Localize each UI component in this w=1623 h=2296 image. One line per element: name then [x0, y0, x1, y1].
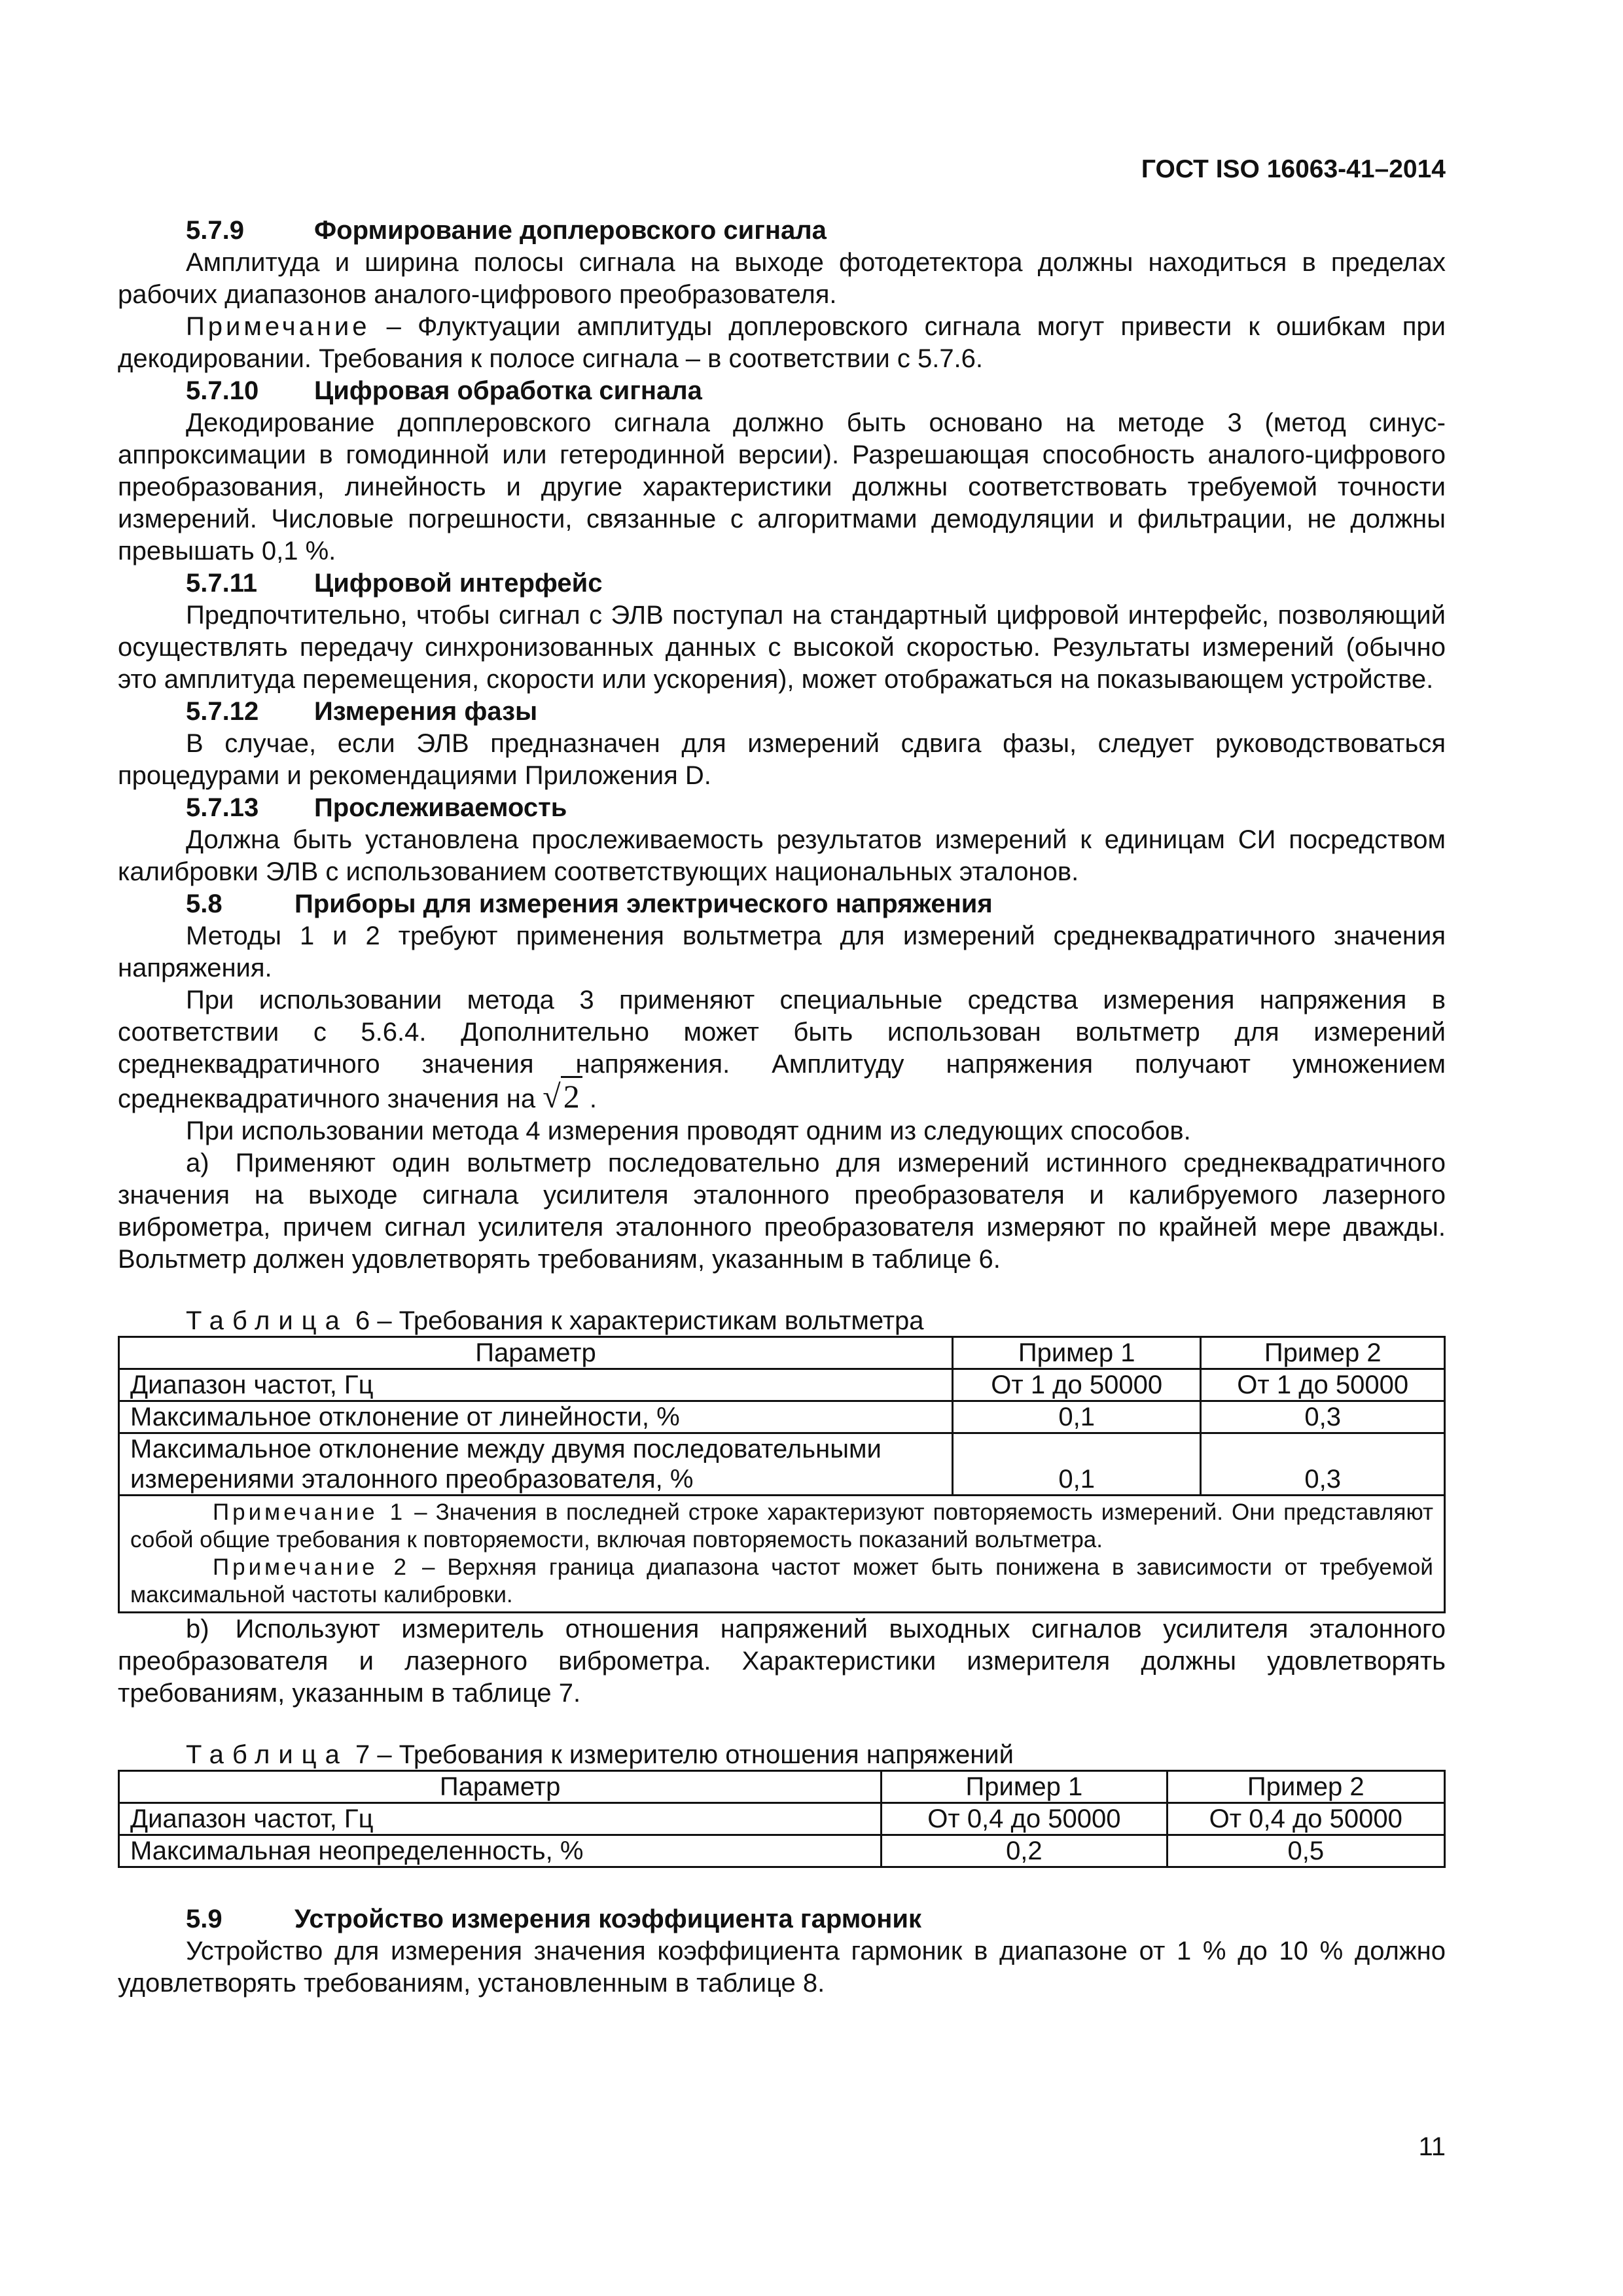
note-label: Примечание 2	[213, 1554, 410, 1580]
paragraph: При использовании метода 4 измерения проводят одним из следующих способов.	[186, 1117, 1191, 1145]
note-text: – Значения в последней строке характеризуют повторяемость измерений. Они представляют собой общие требования к повторяемости, включая повторяемость показаний вольтметра.	[130, 1499, 1433, 1552]
table-notes-row	[119, 1496, 1445, 1613]
table-cell: Диапазон частот, Гц	[119, 1369, 953, 1401]
table-cell: От 1 до 50000	[1201, 1369, 1445, 1401]
paragraph: Устройство для измерения значения коэффициента гармоник в диапазоне от 1 % до 10 % должно удовлетворять требованиям, установленным в таблице 8.	[118, 1937, 1446, 1998]
table-cell: От 1 до 50000	[952, 1369, 1201, 1401]
table-title: – Требования к измерителю отношения напряжений	[370, 1740, 1014, 1769]
table-header-row	[119, 1771, 1445, 1803]
table-title: – Требования к характеристикам вольтметра	[370, 1306, 924, 1335]
paragraph-text: При использовании метода 3 применяют специальные средства измерения напряжения в соответствии с 5.6.4. Дополнительно может быть использован вольтметр для измерений среднеквадратичного значения напряжения. Амплитуду напряжения получают умножением среднеквадратичного значения на	[118, 986, 1446, 1113]
section-heading-5-7-11	[118, 567, 1446, 600]
table-note-2	[130, 1554, 1433, 1609]
table-cell: 0,1	[952, 1401, 1201, 1433]
table-cell: 0,3	[1201, 1433, 1445, 1496]
section-heading-5-7-13	[118, 792, 1446, 824]
column-header: Пример 2	[1201, 1337, 1445, 1369]
table-cell: Диапазон частот, Гц	[119, 1803, 882, 1835]
table-row	[119, 1369, 1445, 1401]
sqrt-radicand: 2	[561, 1076, 582, 1115]
table-cell: Максимальное отклонение между двумя последовательными измерениями эталонного преобразователя, %	[119, 1433, 953, 1496]
table-6	[118, 1336, 1446, 1613]
paragraph: Методы 1 и 2 требуют применения вольтметра для измерений среднеквадратичного значения напряжения.	[118, 922, 1446, 982]
paragraph-sqrt	[118, 984, 1446, 1115]
sqrt-symbol: √	[543, 1078, 561, 1115]
table-note-1	[130, 1499, 1433, 1554]
table-label: Таблица	[186, 1740, 348, 1769]
paragraph: Должна быть установлена прослеживаемость результатов измерений к единицам СИ посредством калибровки ЭЛВ с использованием соответствующих национальных эталонов.	[118, 825, 1446, 886]
note-label: Примечание 1	[213, 1499, 406, 1525]
column-header: Параметр	[119, 1337, 953, 1369]
document-body	[118, 215, 1446, 2000]
paragraph: Предпочтительно, чтобы сигнал с ЭЛВ поступал на стандартный цифровой интерфейс, позволяющий осуществлять передачу синхронизованных данных с высокой скоростью. Результаты измерений (обычно это амплитуда перемещения, скорости или ускорения), может отображаться на показывающем устройстве.	[118, 601, 1446, 694]
table-number: 6	[348, 1306, 370, 1335]
document-header-id: ГОСТ ISO 16063-41–2014	[1141, 155, 1446, 183]
note-label: Примечание	[186, 312, 370, 341]
section-title: Цифровая обработка сигнала	[314, 376, 702, 405]
spacer	[118, 1868, 1446, 1903]
section-number: 5.9	[186, 1905, 223, 1933]
paragraph: Декодирование допплеровского сигнала должно быть основано на методе 3 (метод синус-аппроксимации в гомодинной или гетеродинной версии). Разрешающая способность аналого-цифрового преобразования, линейность и другие характеристики должны соответствовать требуемой точности измерений. Числовые погрешности, связанные с алгоритмами демодуляции и фильтрации, не должны превышать 0,1 %.	[118, 408, 1446, 565]
section-heading-5-8	[118, 888, 1446, 920]
table-notes-cell	[119, 1496, 1445, 1613]
table-cell: 0,3	[1201, 1401, 1445, 1433]
column-header: Параметр	[119, 1771, 882, 1803]
table-7-caption	[186, 1740, 1446, 1770]
table-cell: 0,2	[882, 1835, 1167, 1867]
section-number: 5.7.10	[186, 376, 259, 405]
section-number: 5.7.11	[186, 569, 258, 598]
column-header: Пример 1	[952, 1337, 1201, 1369]
table-row	[119, 1803, 1445, 1835]
table-row	[119, 1433, 1445, 1496]
table-cell: От 0,4 до 50000	[882, 1803, 1167, 1835]
table-7	[118, 1770, 1446, 1868]
table-row	[119, 1401, 1445, 1433]
section-number: 5.7.13	[186, 793, 259, 822]
section-number: 5.8	[186, 889, 223, 918]
note-text: – Верхняя граница диапазона частот может быть понижена в зависимости от требуемой максимальной частоты калибровки.	[130, 1554, 1433, 1607]
section-heading-5-7-10	[118, 375, 1446, 407]
section-number: 5.7.9	[186, 216, 244, 245]
table-label: Таблица	[186, 1306, 348, 1335]
section-title: Прослеживаемость	[314, 793, 567, 822]
section-title: Формирование доплеровского сигнала	[314, 216, 827, 245]
list-item-a: a) Применяют один вольтметр последовательно для измерений истинного среднеквадратичного значения на выходе сигнала усилителя эталонного преобразователя и калибруемого лазерного виброметра, причем сигнал усилителя эталонного преобразователя измеряют по крайней мере дважды. Вольтметр должен удовлетворять требованиям, указанным в таблице 6.	[118, 1149, 1446, 1274]
table-cell: Максимальная неопределенность, %	[119, 1835, 882, 1867]
note-text: – Флуктуации амплитуды доплеровского сигнала могут привести к ошибкам при декодировании. Требования к полосе сигнала – в соответствии с 5.7.6.	[118, 312, 1446, 373]
paragraph-end: .	[582, 1085, 597, 1113]
table-cell: От 0,4 до 50000	[1167, 1803, 1444, 1835]
paragraph: Амплитуда и ширина полосы сигнала на выходе фотодетектора должны находиться в пределах рабочих диапазонов аналого-цифрового преобразователя.	[118, 248, 1446, 309]
table-cell: 0,1	[952, 1433, 1201, 1496]
table-number: 7	[348, 1740, 370, 1769]
list-item-b: b) Используют измеритель отношения напряжений выходных сигналов усилителя эталонного преобразователя и лазерного виброметра. Характеристики измерителя должны удовлетворять требованиям, указанным в таблице 7.	[118, 1615, 1446, 1708]
section-title: Устройство измерения коэффициента гармоник	[294, 1905, 921, 1933]
section-title: Измерения фазы	[314, 697, 538, 726]
table-row	[119, 1835, 1445, 1867]
section-heading-5-7-12	[118, 696, 1446, 728]
section-title: Приборы для измерения электрического напряжения	[294, 889, 993, 918]
column-header: Пример 2	[1167, 1771, 1444, 1803]
table-6-caption	[186, 1306, 1446, 1336]
page-number: 11	[1418, 2132, 1446, 2161]
paragraph: В случае, если ЭЛВ предназначен для измерений сдвига фазы, следует руководствоваться процедурами и рекомендациями Приложения D.	[118, 729, 1446, 790]
section-heading-5-9	[118, 1903, 1446, 1935]
column-header: Пример 1	[882, 1771, 1167, 1803]
sqrt-formula	[543, 1076, 582, 1115]
section-title: Цифровой интерфейс	[314, 569, 603, 598]
table-cell: Максимальное отклонение от линейности, %	[119, 1401, 953, 1433]
section-heading-5-7-9	[118, 215, 1446, 247]
note-paragraph	[118, 311, 1446, 375]
table-header-row	[119, 1337, 1445, 1369]
section-number: 5.7.12	[186, 697, 259, 726]
table-cell: 0,5	[1167, 1835, 1444, 1867]
